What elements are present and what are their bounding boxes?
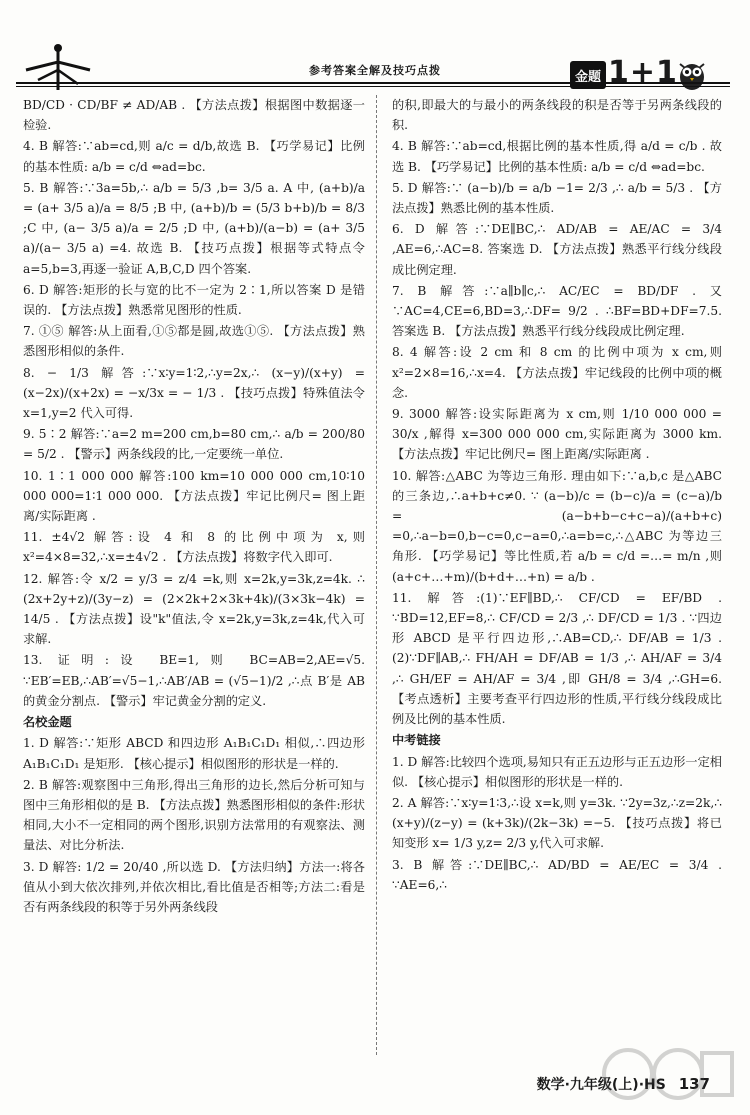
answer-paragraph: 4. B 解答:∵ab=cd,根据比例的基本性质,得 a/d = c/b . 故选 B. 【巧学易记】比例的基本性质: a/b = c/d ⇔ad=bc. bbox=[392, 139, 722, 174]
answer-paragraph: 9. 3000 解答:设实际距离为 x cm,则 1/10 000 000 = 30/x ,解得 x=300 000 000 cm,实际距离为 3000 km. 【方法点拨】牢记比例尺= 图上距离/实际距离 . bbox=[392, 407, 722, 462]
answer-paragraph: 5. D 解答:∵ (a−b)/b = a/b −1= 2/3 ,∴ a/b = 5/3 . 【方法点拨】熟悉比例的基本性质. bbox=[392, 180, 722, 216]
column-divider bbox=[376, 95, 377, 1055]
answer-paragraph: 10. 1∶1 000 000 解答:100 km=10 000 000 cm,10∶10 000 000=1∶1 000 000. 【方法点拨】牢记比例尺= 图上距离/实际距离 . bbox=[23, 468, 365, 524]
answer-paragraph: 2. A 解答:∵x∶y=1∶3,∴设 x=k,则 y=3k. ∵2y=3z,∴z=2k,∴ (x+y)/(z−y) = (k+3k)/(2k−3k) =−5. 【技巧点拨】将已知变形 x= 1/3 y,z= 2/3 y,代入可求解. bbox=[392, 795, 722, 851]
answer-paragraph: 9. 5∶2 解答:∵a=2 m=200 cm,b=80 cm,∴ a/b = 200/80 = 5/2 . 【警示】两条线段的比,一定要统一单位. bbox=[23, 427, 365, 462]
answer-paragraph: 2. B 解答:观察图中三角形,得出三角形的边长,然后分析可知与图中三角形相似的是 B. 【方法点拨】熟悉图形相似的条件:形状相同,大小不一定相同的两个图形,识别方法常用的有观察法、测量法、对比分析法. bbox=[23, 777, 365, 853]
answer-paragraph: 6. D 解答:∵DE∥BC,∴ AD/AB = AE/AC = 3/4 ,AE=6,∴AC=8. 答案选 D. 【方法点拨】熟悉平行线分线段成比例定理. bbox=[392, 222, 722, 277]
header-title: 参考答案全解及技巧点拨 bbox=[309, 64, 441, 77]
brand-number: 1+1 bbox=[608, 55, 678, 90]
page-number: 137 bbox=[678, 1075, 710, 1093]
watermark-stamp-icon bbox=[598, 1039, 738, 1109]
footer-subject: 数学·九年级(上)·HS bbox=[536, 1077, 666, 1093]
answer-paragraph: 11. ±4√2 解答:设 4 和 8 的比例中项为 x,则 x²=4×8=32,∴x=±4√2 . 【方法点拨】将数字代入即可. bbox=[23, 530, 365, 565]
answer-paragraph: 的积,即最大的与最小的两条线段的积是否等于另两条线段的积. bbox=[392, 98, 722, 133]
answer-paragraph: 7. B 解答:∵a∥b∥c,∴ AC/EC = BD/DF . 又∵AC=4,CE=6,BD=3,∴DF= 9/2 . ∴BF=BD+DF=7.5. 答案选 B. 【方法点拨】熟悉平行线分线段成比例定理. bbox=[392, 283, 722, 339]
answer-paragraph: 7. ①⑤ 解答:从上面看,①⑤都是圆,故选①⑤. 【方法点拨】熟悉图形相似的条件. bbox=[23, 324, 365, 359]
answer-paragraph: 6. D 解答:矩形的长与宽的比不一定为 2∶1,所以答案 D 是错误的. 【方法点拨】熟悉常见图形的性质. bbox=[23, 282, 365, 318]
section-heading: 名校金题 bbox=[23, 715, 72, 730]
answer-paragraph: 8. 4 解答:设 2 cm 和 8 cm 的比例中项为 x cm,则 x²=2×8=16,∴x=4. 【方法点拨】牢记线段的比例中项的概念. bbox=[392, 345, 722, 400]
answer-paragraph: 8. − 1/3 解答:∵x∶y=1∶2,∴y=2x,∴ (x−y)/(x+y) = (x−2x)/(x+2x) = −x/3x = − 1/3 . 【技巧点拨】特殊值法令 x=1,y=2 代入可得. bbox=[23, 365, 365, 421]
answer-paragraph: BD/CD · CD/BF ≠ AD/AB . 【方法点拨】根据图中数据逐一检验. bbox=[23, 98, 365, 133]
answer-paragraph: 12. 解答:令 x/2 = y/3 = z/4 =k,则 x=2k,y=3k,z=4k. ∴ (2x+2y+z)/(3y−z) = (2×2k+2×3k+4k)/(3×3k−4k) = 14/5 . 【方法点拨】设"k"值法,令 x=2k,y=3k,z=4k,代入可求解. bbox=[23, 571, 365, 647]
answer-paragraph: 3. B 解答:∵DE∥BC,∴ AD/BD = AE/EC = 3/4 . ∵AE=6,∴ bbox=[392, 857, 722, 892]
answer-paragraph: 13. 证明:设 BE=1,则 BC=AB=2,AE=√5. ∵EB′=EB,∴AB′=√5−1,∴AB′/AB = (√5−1)/2 ,∴点 B′是 AB 的黄金分割点. 【警示】牢记黄金分割的定义. bbox=[23, 653, 365, 708]
answer-paragraph: 10. 解答:△ABC 为等边三角形. 理由如下:∵a,b,c 是△ABC 的三条边,∴a+b+c≠0. ∵ (a−b)/c = (b−c)/a = (c−a)/b = (a−b+b−c+c−a)/(a+b+c) =0,∴a−b=0,b−c=0,c−a=0,∴a=b=c,∴△ABC 为等边三角形. 【巧学易记】等比性质,若 a/b = c/d =…= m/n ,则 (a+c+…+m)/(b+d+…+n) = a/b . bbox=[392, 468, 722, 584]
answer-paragraph: 3. D 解答: 1/2 = 20/40 ,所以选 D. 【方法归纳】方法一:将各值从小到大依次排列,并依次相比,看比值是否相等;方法二:看是否有两条线段的积等于另外两条线段 bbox=[23, 859, 365, 914]
header-rule bbox=[16, 82, 730, 84]
brand-logo bbox=[570, 55, 720, 93]
answer-paragraph: 1. D 解答:∵矩形 ABCD 和四边形 A₁B₁C₁D₁ 相似,∴四边形 A₁B₁C₁D₁ 是矩形. 【核心提示】相似图形的形状是一样的. bbox=[23, 736, 365, 771]
answer-paragraph: 4. B 解答:∵ab=cd,则 a/c = d/b,故选 B. 【巧学易记】比例的基本性质: a/b = c/d ⇔ad=bc. bbox=[23, 139, 365, 174]
section-heading: 中考链接 bbox=[392, 733, 441, 748]
answer-paragraph: 5. B 解答:∵3a=5b,∴ a/b = 5/3 ,b= 3/5 a. A 中, (a+b)/a = (a+ 3/5 a)/a = 8/5 ;B 中, (a+b)/b = (5/3 b+b)/b = 8/3 ;C 中, (a− 3/5 a)/a = 2/5 ;D 中, (a+b)/(a−b) = (a+ 3/5 a)/(a− 3/5 a) =4. 故选 B. 【技巧点拨】根据等式特点令 a=5,b=3,再逐一验证 A,B,C,D 四个答案. bbox=[23, 180, 365, 276]
answer-paragraph: 11. 解答:(1)∵EF∥BD,∴ CF/CD = EF/BD . ∵BD=12,EF=8,∴ CF/CD = 2/3 ,∴ DF/CD = 1/3 . ∵四边形 ABCD 是平行四边形,∴AB=CD,∴ DF/AB = 1/3 . (2)∵DF∥AB,∴ FH/AH = DF/AB = 1/3 ,∴ AH/AF = 3/4 ,∴ GH/EF = AH/AF = 3/4 ,即 GH/8 = 3/4 ,∴GH=6. 【考点透析】主要考查平行四边形的性质,平行线分线段成比例及比例的基本性质. bbox=[392, 590, 722, 727]
page-header bbox=[0, 0, 750, 92]
answer-paragraph: 1. D 解答:比较四个选项,易知只有正五边形与正五边形一定相似. 【核心提示】相似图形的形状是一样的. bbox=[392, 754, 722, 789]
right-column bbox=[392, 95, 722, 896]
left-column bbox=[23, 95, 365, 918]
brand-box: 金题 bbox=[570, 61, 606, 89]
header-rule-thin bbox=[16, 86, 730, 87]
